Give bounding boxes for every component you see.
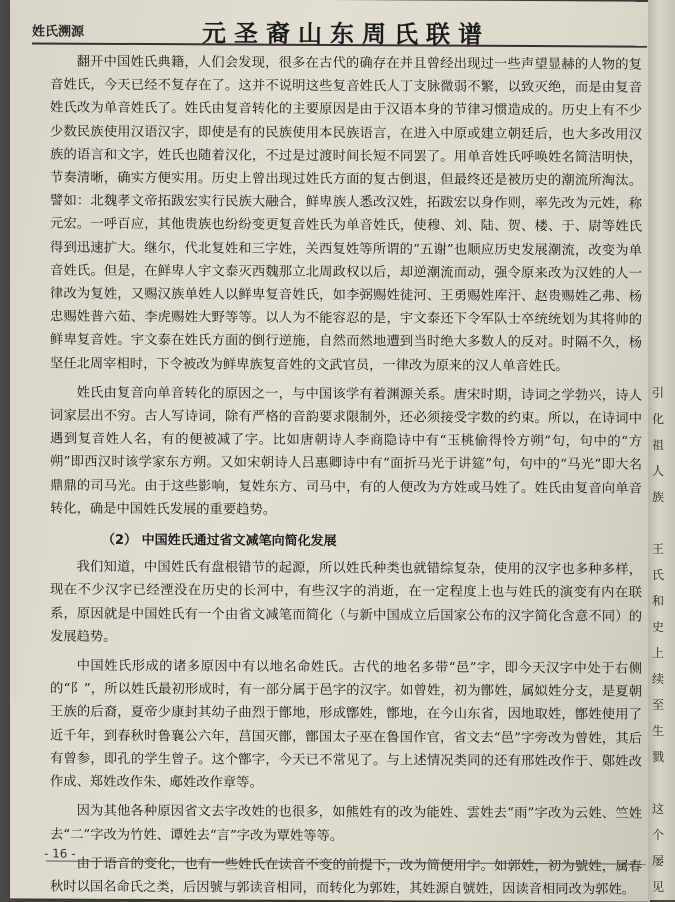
body-text xyxy=(50,51,642,902)
facing-page-fragment: 祖 xyxy=(652,438,665,452)
facing-page-fragment xyxy=(648,770,675,796)
page-header xyxy=(32,12,647,47)
book-page xyxy=(10,0,650,902)
facing-page-fragment: 这个 xyxy=(652,802,665,842)
facing-page-fragment: 族 xyxy=(652,490,665,504)
section-tag: 姓氏溯源 xyxy=(32,24,85,40)
paragraph: 翻开中国姓氏典籍，人们会发现，很多在古代的确存在并且曾经出现过一些声望显赫的人物的复音姓氏，今天已经不复存在了。这并不说明这些复音姓氏人丁支脉微弱不繁，以致灭绝，而是由复音姓氏改为单音姓氏了。姓氏由复音转化的主要原因是由于汉语本身的节律习惯造成的。历史上有不少少数民族使用汉语汉字，即使是有的民族使用本民族语言，在进入中原或建立朝廷后，也大多改用汉族的语言和文字，姓氏也随着汉化，不过是过渡时间长短不同罢了。用单音姓氏呼唤姓名简洁明快，节奏清晰，确实方便实用。历史上曾出现过姓氏方面的复古倒退，但最终还是被历史的潮流所淘汰。譬如：北魏孝文帝拓跋宏实行民族大融合，鲜卑族人悉改汉姓，拓跋宏以身作则，率先改为元姓，称元宏。一呼百应，其他贵族也纷纷变更复音姓氏为单音姓氏，使穆、刘、陆、贺、楼、于、尉等姓氏得到迅速扩大。继尔，代北复姓和三字姓，关西复姓等所谓的“五谢”也顺应历史发展潮流，改变为单音姓氏。但是，在鲜卑人宇文泰灭西魏那立北周政权以后，却逆潮流而动，强令原来改为汉姓的人一律改为复姓，又赐汉族单姓人以鲜卑复音姓氏，如李弼赐姓徒河、王勇赐姓库汗、赵贵赐姓乙弗、杨忠赐姓普六茹、李虎赐姓大野等等。以人为不能容忍的是，宇文泰还下令军队士卒统统划为其将帅的鲜卑复音姓。宇文泰在姓氏方面的倒行逆施，自然而然地遭到当时绝大多数人的反对。时隔不久，杨坚任北周宰相时，下令被改为鲜卑族复音姓的文武官员，一律改为原来的汉人单音姓氏。 xyxy=(50,54,642,374)
edge-spacer xyxy=(648,0,675,380)
paragraph: 由于语音的变化，也有一些姓氏在读音不变的前提下，改为简便用字。如郭姓，初为號姓，属春秋时以国名命氏之类，后因號与郭读音相同，而转化为郭姓，其姓源自號姓，因读音相同改为郭姓。 xyxy=(50,856,642,898)
paragraph: 我们知道，中国姓氏有盘根错节的起源，所以姓氏种类也就错综复杂，使用的汉字也多种多样，现在不少汉字已经湮没在历史的长河中，有些汉字的消逝，在一定程度上也与姓氏的演变有内在联系，原因就是中国姓氏有一个由省文减笔而简化（与新中国成立后国家公布的汉字简化含意不同）的发展趋势。 xyxy=(50,559,642,645)
facing-page-fragment: 化 xyxy=(652,412,665,426)
paragraph: 因为其他各种原因省文去字改姓的也很多，如熊姓有的改为能姓、雲姓去“雨”字改为云姓、竺姓去“二”字改为竹姓、谭姓去“言”字改为覃姓等等。 xyxy=(50,803,642,844)
paragraph: 中国姓氏形成的诸多原因中有以地名命姓氏。古代的地名多带“邑”字，即今天汉字中处于右侧的“阝”，所以姓氏最初形成时，有一部分属于邑字的汉字。如曾姓，初为鄫姓，属姒姓分支，是夏朝王族的后裔，夏帝少康封其幼子曲烈于鄫地，形成鄫姓，鄫地，在今山东省，因地取姓，鄫姓使用了近千年，到春秋时鲁襄公六年，莒国灭鄫，鄫国太子巫在鲁国作官，省文去“邑”字旁改为曾姓，其后有曾参，即孔的学生曾子。这个鄫字，今天已不常见了。与上述情况类同的还有邢姓改作于、鄚姓改作成、郑姓改作朱、郕姓改作章等。 xyxy=(50,658,642,791)
page-number: - 16 - xyxy=(44,846,76,861)
facing-page-fragment: 王 xyxy=(652,542,665,556)
facing-page-fragment xyxy=(648,510,675,536)
facing-page-fragment: 人 xyxy=(652,464,665,478)
facing-page-fragment: 续至 xyxy=(652,672,665,712)
facing-page-fragment: 屡见 xyxy=(652,854,665,894)
paragraph: 姓氏由复音向单音转化的原因之一，与中国该学有着渊源关系。唐宋时期，诗词之学勃兴，诗人词家层出不穷。古人写诗词，除有严格的音韵要求限制外，还必须接受字数的约束。所以，在诗词中遇到复音姓人名，有的便被减了字。比如唐朝诗人李商隐诗中有“玉桃偷得怜方朔”句，句中的“方朔”即西汉时该学家东方朔。又如宋朝诗人吕惠卿诗中有“面折马光于讲筵”句，句中的“马光”即大名鼎鼎的司马光。由于这些影响，复姓东方、司马中，有的人便改为方姓或马姓了。姓氏由复音向单音转化，确是中国姓氏发展的重要趋势。 xyxy=(50,385,642,518)
facing-page-edge xyxy=(648,0,675,900)
facing-page-fragment: 史上 xyxy=(652,620,665,660)
book-title: 元圣裔山东周氏联谱 xyxy=(202,18,490,49)
facing-page-fragment: 和 xyxy=(652,594,665,608)
facing-page-fragment: 生戮 xyxy=(652,724,665,764)
subheading: （2） 中国姓氏通过省文减笔向简化发展 xyxy=(102,532,337,550)
facing-page-fragment: 氏 xyxy=(652,568,665,582)
facing-page-fragment: 引 xyxy=(652,386,665,400)
